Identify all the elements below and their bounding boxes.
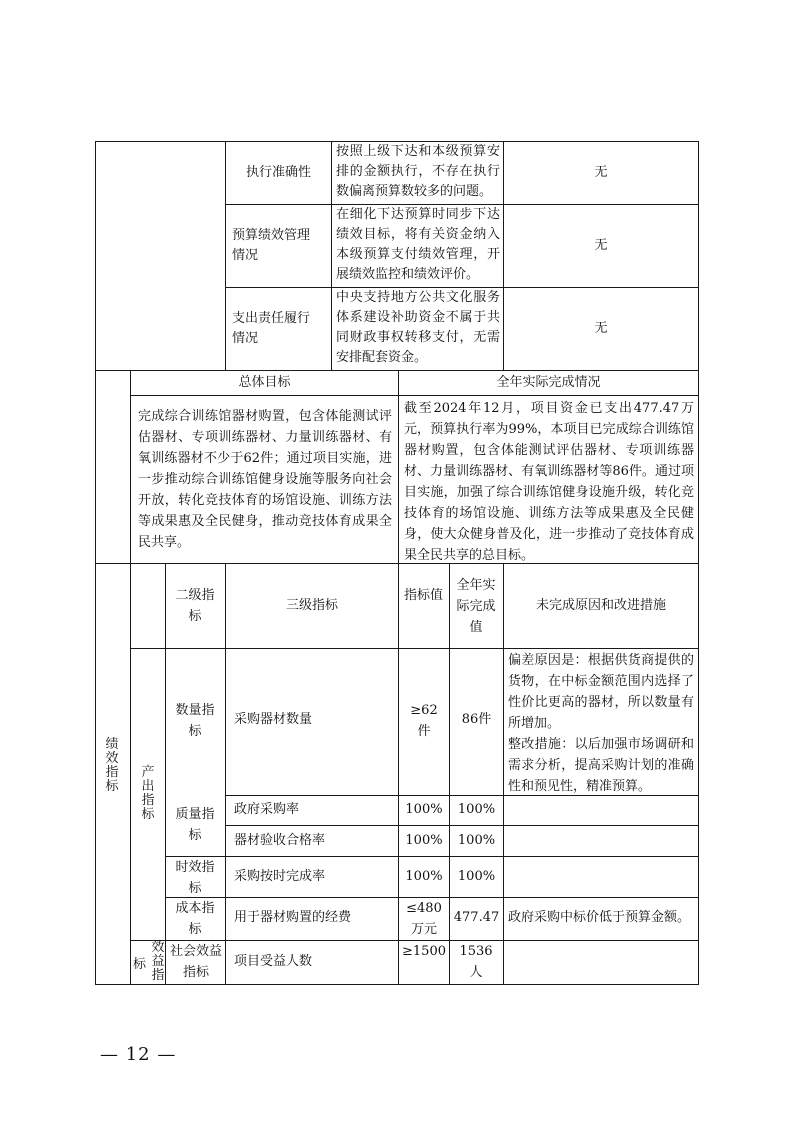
target-social: ≥1500: [402, 944, 446, 959]
item-label: 预算绩效管理情况: [232, 228, 311, 263]
target-cost: ≤480万元: [406, 901, 442, 937]
level3-acceptance-rate: 器材验收合格率: [234, 833, 326, 848]
item-label: 执行准确性: [245, 165, 311, 180]
level2-quantity: 数量指标: [175, 703, 215, 739]
level3-quantity: 采购器材数量: [234, 712, 313, 727]
item-detail: 中央支持地方公共文化服务体系建设补助资金不属于共同财政事权转移支付，无需安排配套资金。: [336, 290, 500, 365]
level3-procurement-rate: 政府采购率: [234, 802, 300, 817]
item-issue: 无: [594, 321, 608, 336]
level2-social: 社会效益指标: [170, 944, 223, 980]
reason-cost: 政府采购中标价低于预算金额。: [508, 910, 691, 925]
item-detail: 在细化下达预算时同步下达绩效目标，将有关资金纳入本级预算支付绩效管理，开展绩效监控和绩效评价。: [336, 207, 500, 282]
item-issue: 无: [594, 238, 608, 253]
header-actual: 全年实际完成值: [456, 578, 496, 635]
item-label: 支出责任履行情况: [232, 311, 311, 346]
level3-social: 项目受益人数: [234, 954, 313, 969]
target-timeliness: 100%: [405, 869, 443, 884]
page-number: — 12 —: [100, 1044, 177, 1065]
target-procurement-rate: 100%: [405, 802, 443, 817]
header-level3: 三级指标: [285, 598, 338, 613]
reason-quantity-fix: 整改措施：以后加强市场调研和需求分析，提高采购计划的准确性和预见性，精准预算。: [508, 737, 694, 794]
target-quantity: ≥62件: [410, 703, 438, 739]
header-reason: 未完成原因和改进措施: [535, 598, 666, 613]
level3-timeliness: 采购按时完成率: [234, 869, 326, 884]
actual-quantity: 86件: [461, 712, 492, 727]
actual-procurement-rate: 100%: [457, 802, 496, 817]
actual-social: 1536人: [459, 944, 493, 980]
benefit-indicator-label: 效益指: [151, 940, 165, 983]
item-issue: 无: [594, 165, 608, 180]
performance-section-label: 绩效指标: [105, 737, 119, 794]
target-acceptance-rate: 100%: [405, 833, 443, 848]
level2-cost: 成本指标: [175, 901, 215, 937]
header-target: 指标值: [403, 588, 443, 603]
benefit-indicator-tail: 标: [133, 957, 147, 972]
reason-quantity-deviation: 偏差原因是：根据供货商提供的货物，在中标金额范围内选择了性价比更高的器材，所以数量有所增加。: [508, 653, 694, 731]
actual-acceptance-rate: 100%: [457, 833, 496, 848]
overall-goal-text: 完成综合训练馆器材购置，包含体能测试评估器材、专项训练器材、力量训练器材、有氧训练器材不少于62件；通过项目实施，进一步推动综合训练馆健身设施等服务向社会开放，转化竞技体育的场馆设施、训练方法等成果惠及全民健身，推动竞技体育成果全民共享。: [138, 409, 392, 550]
level2-timeliness: 时效指标: [175, 860, 215, 896]
overall-actual-text: 截至2024年12月，项目资金已支出477.47万元，预算执行率为99%，本项目已完成综合训练馆器材购置，包含体能测试评估器材、专项训练器材、力量训练器材、有氧训练器材等86件。通过项目实施，加强了综合训练馆健身设施升级，转化竞技体育的场馆设施、训练方法等成果惠及全民健身，使大众健身普及化，进一步推动了竞技体育成果全民共享的总目标。: [404, 401, 694, 563]
actual-timeliness: 100%: [457, 869, 496, 884]
level2-quality: 质量指标: [175, 807, 215, 843]
output-indicator-label: 产出指标: [141, 765, 155, 822]
header-level2: 二级指标: [175, 588, 215, 624]
level3-cost: 用于器材购置的经费: [234, 910, 352, 925]
actual-cost: 477.47: [453, 910, 500, 925]
overall-goal-header: 总体目标: [238, 375, 291, 390]
item-detail: 按照上级下达和本级预算安排的金额执行，不存在执行数偏离预算数较多的问题。: [336, 144, 500, 199]
overall-actual-header: 全年实际完成情况: [496, 375, 601, 390]
